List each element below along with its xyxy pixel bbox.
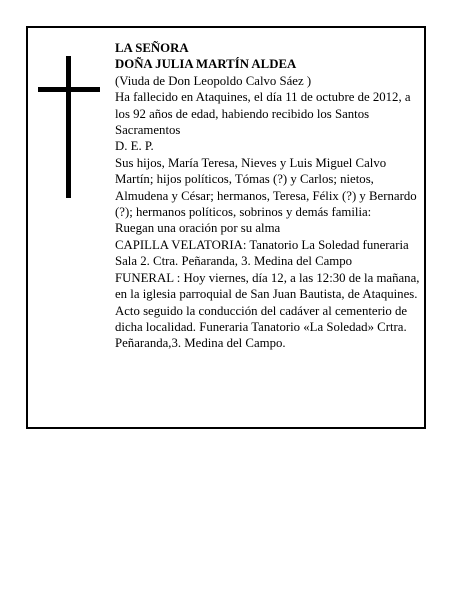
chapel-info: CAPILLA VELATORIA: Tanatorio La Soledad funeraria Sala 2. Ctra. Peñaranda, 3. Medina del Campo [115,237,409,269]
funeral-info: FUNERAL : Hoy viernes, día 12, a las 12:30 de la mañana, en la iglesia parroquial de San Juan Bautista, de Ataquines. Acto seguido la conducción del cadáver al cementerio de dicha localidad. Funeraria Tanatorio «La Soledad» Crtra. Peñaranda,3. Medina del Campo. [115,270,420,351]
prayer-request: Ruegan una oración por su alma [115,221,281,236]
family-list: Sus hijos, María Teresa, Nieves y Luis Miguel Calvo Martín; hijos políticos, Tómas (?) y Carlos; nietos, Almudena y César; hermanos, Teresa, Félix (?) y Bernardo (?); hermanos políticos, sobrinos y demás familia: [115,155,417,220]
cross-vertical-bar [66,56,71,198]
notice-text-block [115,40,427,352]
widow-of-line: (Viuda de Don Leopoldo Calvo Sáez ) [115,73,312,88]
deceased-name: DOÑA JULIA MARTÍN ALDEA [115,57,297,72]
obituary-notice [26,26,426,429]
death-announcement: Ha fallecido en Ataquines, el día 11 de octubre de 2012, a los 92 años de edad, habiendo recibido los Santos Sacramentos [115,90,411,138]
latin-cross-icon [38,56,100,198]
dep-line: D. E. P. [115,139,154,154]
notice-heading: LA SEÑORA [115,41,189,55]
cross-horizontal-bar [38,87,100,92]
